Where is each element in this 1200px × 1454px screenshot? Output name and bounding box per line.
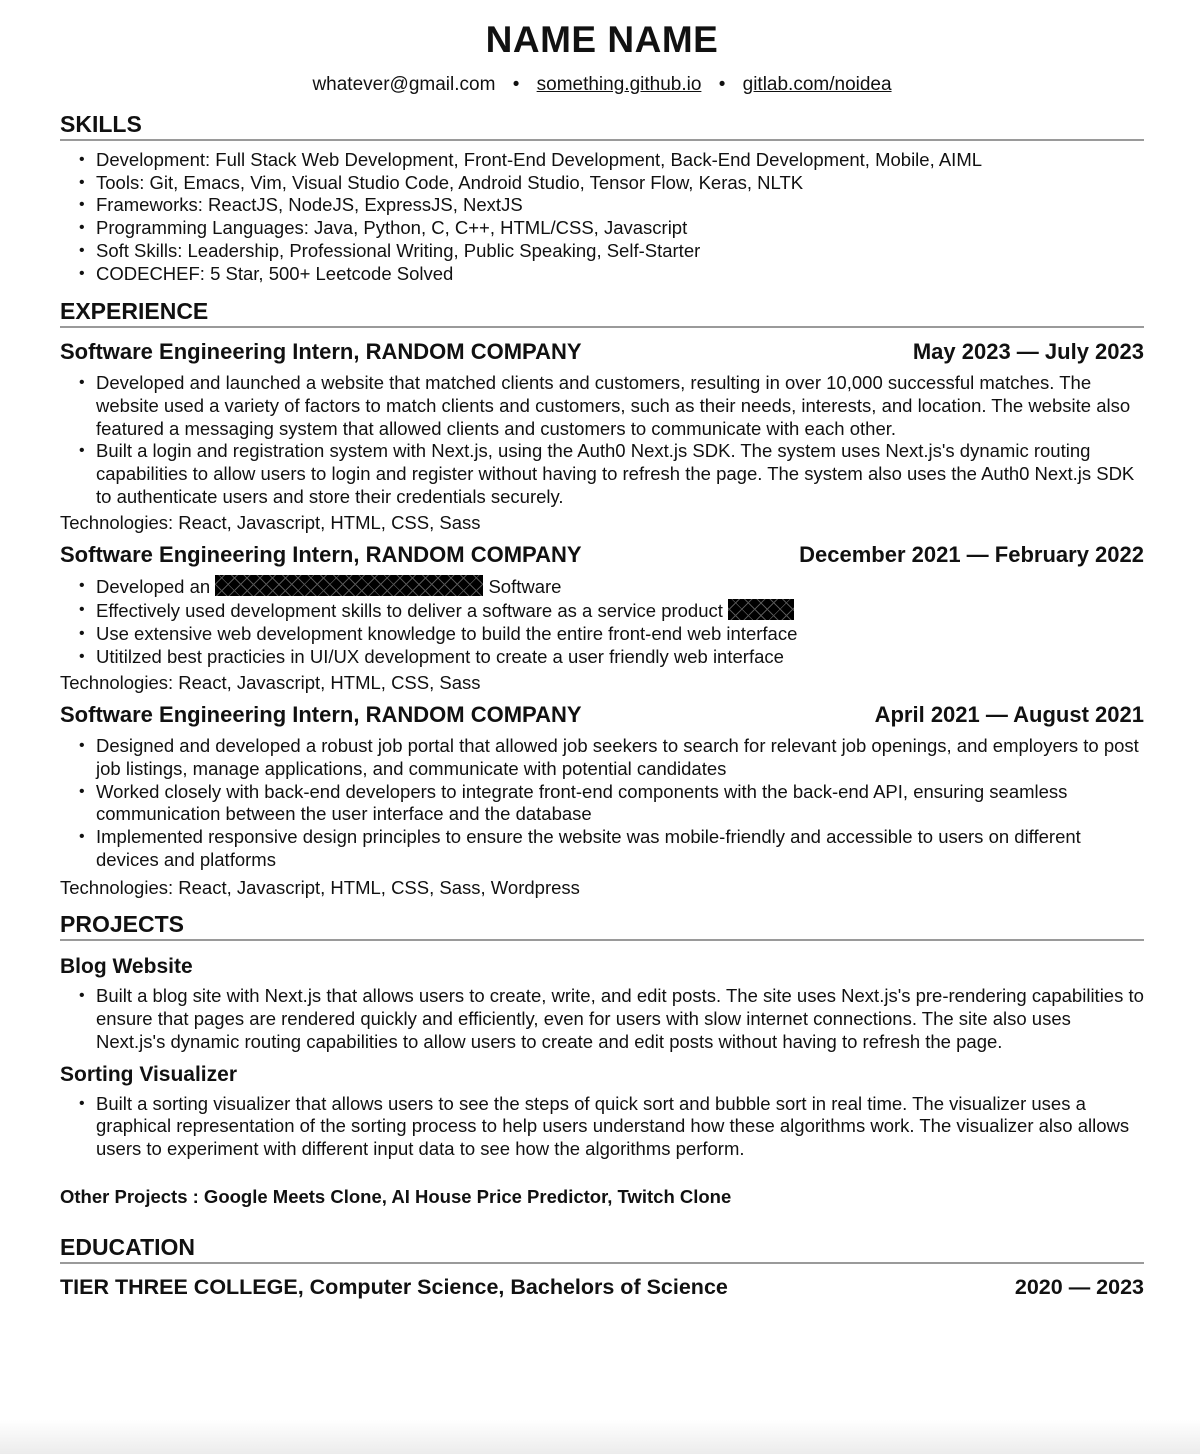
project-bullets (60, 985, 1144, 1053)
skill-item: • Frameworks: ReactJS, NodeJS, ExpressJS, NextJS (96, 194, 1144, 217)
job-bullet (96, 575, 1144, 599)
email-text: whatever@gmail.com (312, 74, 496, 95)
redaction-block (215, 575, 483, 596)
education-degree: TIER THREE COLLEGE, Computer Science, Bachelors of Science (60, 1274, 728, 1299)
job-bullet (96, 599, 1144, 623)
separator-dot: • (512, 74, 520, 95)
bullet-text: Software (483, 576, 562, 598)
skills-list (60, 149, 1144, 285)
job-bullet: • Built a login and registration system with Next.js, using the Auth0 Next.js SDK. The system uses Next.js's dynamic routing capabilities to allow users to login and register without having to refresh the page. The system also uses the Auth0 Next.js SDK to authenticate users and store their credentials securely. (96, 440, 1144, 508)
project-bullet: • Built a blog site with Next.js that allows users to create, write, and edit posts. The site uses Next.js's pre-rendering capabilities to ensure that pages are rendered quickly and efficiently, even for users with slow internet connections. The site also uses Next.js's dynamic routing capabilities to allow users to create and edit posts without having to refresh the page. (96, 985, 1144, 1053)
job-bullet: • Designed and developed a robust job portal that allowed job seekers to search for relevant job openings, and employers to post job listings, manage applications, and communicate with potential candidates (96, 735, 1144, 780)
job-title: Software Engineering Intern, RANDOM COMPANY (60, 542, 582, 568)
job-header (60, 541, 1144, 569)
job-header (60, 701, 1144, 729)
bullet-text: Effectively used development skills to deliver a software as a service product (96, 600, 729, 622)
job-bullet: • Use extensive web development knowledge to build the entire front-end web interface (96, 623, 1144, 646)
job-bullet: • Utitilzed best practicies in UI/UX development to create a user friendly web interface (96, 646, 1144, 669)
projects-section (60, 910, 1144, 1208)
job-dates: April 2021 — August 2021 (874, 702, 1144, 728)
job-dates: December 2021 — February 2022 (799, 542, 1144, 568)
education-section (60, 1233, 1144, 1301)
skill-item: • Programming Languages: Java, Python, C, C++, HTML/CSS, Javascript (96, 217, 1144, 240)
skill-item: • CODECHEF: 5 Star, 500+ Leetcode Solved (96, 263, 1144, 286)
contact-line (60, 72, 1144, 98)
project-name: Sorting Visualizer (60, 1062, 237, 1086)
experience-heading: EXPERIENCE (60, 297, 1144, 328)
job-entry (60, 541, 1144, 695)
redaction-block (728, 599, 794, 620)
job-bullet: • Worked closely with back-end developers to integrate front-end components with the back-end API, ensuring seamless communication between the user interface and the database (96, 781, 1144, 826)
skills-heading: SKILLS (60, 110, 1144, 141)
projects-heading: PROJECTS (60, 910, 1144, 941)
job-technologies: Technologies: React, Javascript, HTML, CSS, Sass (60, 512, 481, 534)
website-link[interactable]: something.github.io (536, 74, 702, 95)
project-entry (60, 1061, 1144, 1161)
job-header (60, 338, 1144, 366)
job-technologies: Technologies: React, Javascript, HTML, CSS, Sass (60, 672, 481, 694)
job-title: Software Engineering Intern, RANDOM COMPANY (60, 339, 582, 365)
job-entry (60, 701, 1144, 900)
other-projects: Other Projects : Google Meets Clone, AI House Price Predictor, Twitch Clone (60, 1185, 732, 1207)
project-entry (60, 953, 1144, 1053)
education-entry (60, 1273, 1144, 1301)
skill-item: • Soft Skills: Leadership, Professional Writing, Public Speaking, Self-Starter (96, 240, 1144, 263)
job-bullets (60, 735, 1144, 871)
project-name: Blog Website (60, 955, 193, 979)
skills-section (60, 110, 1144, 285)
job-bullets (60, 372, 1144, 508)
education-dates: 2020 — 2023 (1014, 1274, 1144, 1299)
experience-section (60, 297, 1144, 900)
project-bullets (60, 1093, 1144, 1161)
project-bullet: • Built a sorting visualizer that allows users to see the steps of quick sort and bubble sort in real time. The visualizer uses a graphical representation of the sorting process to help users understand how these algorithms work. The visualizer also allows users to experiment with different input data to see how the algorithms perform. (96, 1093, 1144, 1161)
job-title: Software Engineering Intern, RANDOM COMPANY (60, 702, 582, 728)
job-bullet: • Developed and launched a website that matched clients and customers, resulting in over 10,000 successful matches. The website used a variety of factors to match clients and customers, such as their needs, interests, and location. The website also featured a messaging system that allowed clients and customers to communicate with each other. (96, 372, 1144, 440)
job-bullet: • Implemented responsive design principles to ensure the website was mobile-friendly and accessible to users on different devices and platforms (96, 826, 1144, 871)
job-dates: May 2023 — July 2023 (912, 339, 1144, 365)
skill-item: • Tools: Git, Emacs, Vim, Visual Studio Code, Android Studio, Tensor Flow, Keras, NLTK (96, 172, 1144, 195)
page-bottom-shadow (0, 1420, 1200, 1454)
job-technologies: Technologies: React, Javascript, HTML, CSS, Sass, Wordpress (60, 877, 580, 899)
skill-item: • Development: Full Stack Web Development, Front-End Development, Back-End Development, Mobile, AIML (96, 149, 1144, 172)
job-entry (60, 338, 1144, 535)
job-bullets (60, 575, 1144, 668)
separator-dot: • (718, 74, 726, 95)
bullet-text: Developed an (96, 576, 216, 598)
gitlab-link[interactable]: gitlab.com/noidea (742, 74, 892, 95)
resume-name: NAME NAME (485, 19, 719, 60)
resume-page (60, 0, 1144, 1301)
education-heading: EDUCATION (60, 1233, 1144, 1264)
